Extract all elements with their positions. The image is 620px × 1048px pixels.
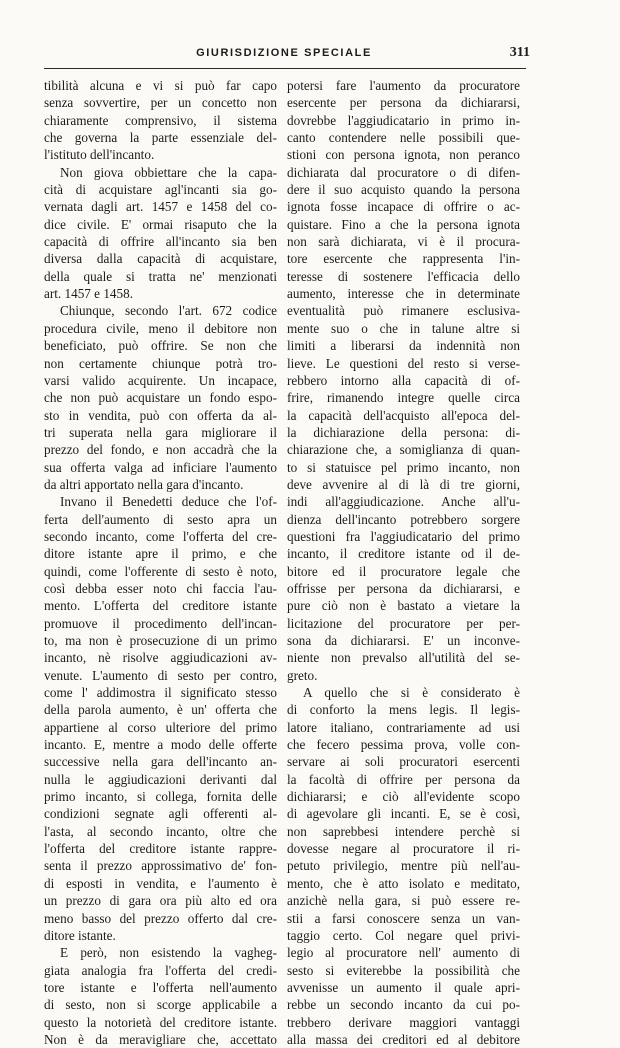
- text-line: questioni fra l'aggiudicatario del primo: [287, 528, 520, 544]
- text-line: to, ma non è prosecuzione di un primo: [44, 633, 277, 648]
- text-line: trebbero derivare maggiori vantaggi: [287, 1014, 520, 1030]
- text-line: che fecero pessima prova, volle con-: [287, 737, 520, 753]
- text-line: procedura civile, meno il debitore non: [44, 320, 277, 336]
- text-line: cità di acquistare agl'incanti sia go-: [44, 182, 277, 198]
- text-line: teresse di sostenere l'efficacia dello: [287, 268, 520, 284]
- text-line: di conforto la mens legis. Il legis-: [287, 702, 520, 718]
- text-line: sesto si eviterebbe la possibilità che: [287, 962, 520, 978]
- text-line: dovrebbe l'aggiudicatario in primo in-: [287, 112, 520, 128]
- text-line: dichiararsi; e ciò all'evidente scopo: [287, 789, 520, 805]
- text-line: indi all'aggiudicazione. Anche all'u-: [287, 494, 520, 510]
- text-line: art. 1457 e 1458.: [44, 286, 133, 302]
- text-line: Non giova obbiettare che la capa-: [60, 164, 277, 180]
- text-line: petuto privilegio, mentre più nell'au-: [287, 858, 520, 874]
- text-line: così debba esser noto chi faccia l'au-: [44, 580, 277, 596]
- page-number: 311: [509, 45, 530, 60]
- text-line: meno basso del prezzo offerto dal cre-: [44, 910, 277, 926]
- running-title: GIURISDIZIONE SPECIALE: [196, 47, 372, 59]
- text-line: canto contendere nelle possibili que-: [287, 130, 520, 146]
- text-line: frire, rimanendo integre quelle circa: [287, 390, 520, 406]
- text-line: appartiene al corso ulteriore del primo: [44, 719, 277, 735]
- text-line: Chiunque, secondo l'art. 672 codice: [60, 303, 277, 319]
- running-header: [44, 45, 530, 65]
- right-text-column: [287, 77, 520, 1048]
- text-line: rebbe un secondo incanto da cui po-: [287, 997, 520, 1013]
- text-line: giata analogia fra l'offerta del credi-: [44, 962, 277, 978]
- text-line: la capacità dell'acquisto all'epoca del-: [287, 407, 520, 423]
- text-line: di esposti in vendita, e l'aumento è: [44, 875, 277, 891]
- text-line: ditore istante apre il primo, e che: [44, 546, 277, 562]
- text-line: mente suo o che in talune altre si: [287, 320, 520, 336]
- text-line: un prezzo di gara ora più alto ed ora: [44, 893, 277, 909]
- left-text-column: [44, 77, 277, 1048]
- text-line: vernata dagli art. 1457 e 1458 del co-: [44, 199, 277, 215]
- text-line: secondo incanto, come l'offerta del cre-: [44, 528, 277, 544]
- text-line: senza sovvertire, per un concetto non: [44, 95, 277, 111]
- text-line: potersi fare l'aumento da procuratore: [287, 78, 520, 93]
- text-line: E però, non esistendo la vagheg-: [60, 945, 277, 961]
- text-line: Invano il Benedetti deduce che l'of-: [60, 494, 277, 510]
- text-line: greto.: [287, 667, 318, 683]
- text-line: come l' addimostra il significato stesso: [44, 685, 277, 701]
- text-line: di sesto, non si scorge applicabile a: [44, 997, 277, 1013]
- text-line: nulla le aggiudicazioni derivanti dal: [44, 771, 277, 787]
- text-line: che non può acquistare un fondo espo-: [44, 390, 277, 406]
- text-line: capacità di offrire all'incanto sia ben: [44, 234, 277, 250]
- text-line: dere il suo acquisto quando la persona: [287, 182, 520, 198]
- text-line: limiti a liberarsi da indennità non: [287, 338, 520, 354]
- text-line: prezzo del fondo, e non accadrà che la: [44, 442, 277, 458]
- text-line: anzichè nella gara, si può essere re-: [287, 893, 520, 909]
- text-line: offrisse per persona da dichiararsi, e: [287, 580, 520, 596]
- text-line: dichiarata dal procuratore o di difen-: [287, 164, 520, 180]
- text-line: venute. L'aumento di sesto per contro,: [44, 667, 277, 683]
- text-line: che governa la parte essenziale del-: [44, 130, 277, 146]
- text-line: incanto. E, mentre a modo delle offerte: [44, 737, 277, 753]
- text-line: chiaramente comprensivo, il sistema: [44, 112, 277, 128]
- text-line: non certamente chiunque potrà tro-: [44, 355, 277, 371]
- text-line: stii a farsi conoscere senza un van-: [287, 910, 520, 926]
- text-line: bitore ed il procuratore legale che: [287, 563, 520, 579]
- text-line: da altri apportato nella gara d'incanto.: [44, 476, 244, 492]
- text-line: to si statuisce pel primo incanto, non: [287, 459, 520, 475]
- text-line: aumento, interesse che in determinate: [287, 286, 520, 302]
- text-line: di agevolare gli incanti. E, se è così,: [287, 806, 520, 822]
- text-line: licitazione del procuratore per per-: [287, 615, 520, 631]
- text-line: tore esercente che rappresenta l'in-: [287, 251, 520, 267]
- text-line: varsi valido acquirente. Un incapace,: [44, 372, 277, 388]
- text-line: Non è da meravigliare che, accettato: [44, 1031, 277, 1047]
- text-line: legio al procuratore nell' aumento di: [287, 945, 520, 961]
- text-line: rebbero intorno alla capacità di of-: [287, 372, 520, 388]
- text-line: niente non prevalso all'utilità del se-: [287, 650, 520, 666]
- text-line: diversa dalla capacità di acquistare,: [44, 251, 277, 267]
- text-line: beneficiato, può offrire. Se non che: [44, 338, 277, 354]
- text-line: stioni con persona ignota, non peranco: [287, 147, 520, 163]
- text-line: eventualità può rimanere esclusiva-: [287, 303, 520, 319]
- text-line: la dichiarazione della persona: di-: [287, 424, 520, 440]
- text-line: questo la notorietà del creditore istante.: [44, 1014, 277, 1030]
- text-line: senta il prezzo approssimativo de' fon-: [44, 858, 277, 874]
- text-line: l'istituto dell'incanto.: [44, 147, 155, 163]
- text-line: incanto, il creditore istante od il de-: [287, 546, 520, 562]
- text-line: mento, che è atto isolato e meditato,: [287, 875, 520, 891]
- text-line: della parola aumento, è un' offerta che: [44, 702, 277, 718]
- text-line: deve avvenire al di là di tre giorni,: [287, 476, 520, 492]
- text-line: A quello che si è considerato è: [303, 685, 520, 701]
- text-line: dovesse negare al procuratore il ri-: [287, 841, 520, 857]
- text-line: non saprebbesi intendere perchè si: [287, 823, 520, 839]
- text-line: della quale si tratta ne' menzionati: [44, 268, 277, 284]
- text-line: quistare. Fino a che la persona ignota: [287, 216, 520, 232]
- text-line: l'offerta del creditore istante rappre-: [44, 841, 277, 857]
- text-line: pure ciò non è bastato a vietare la: [287, 598, 520, 614]
- text-line: tri superata nella gara migliorare il: [44, 424, 277, 440]
- text-line: quindi, come l'offerente di sesto è noto,: [44, 563, 277, 579]
- text-line: incanto, nè risolve aggiudicazioni av-: [44, 650, 277, 666]
- text-line: esercente per persona da dichiararsi,: [287, 95, 520, 111]
- text-line: non sarà dichiarata, vi è il procura-: [287, 234, 520, 250]
- text-line: sua offerta valga ad inficiare l'aumento: [44, 459, 277, 475]
- text-line: latore italiano, contrariamente ad usi: [287, 719, 520, 735]
- text-line: la facoltà di offrire per persona da: [287, 771, 520, 787]
- text-line: dice civile. E' ormai risaputo che la: [44, 216, 277, 232]
- text-line: ferta dell'aumento di sesto apra un: [44, 511, 277, 527]
- text-line: servare ai soli procuratori esercenti: [287, 754, 520, 770]
- text-line: condizioni segnate agli offerenti al-: [44, 806, 277, 822]
- text-line: dienza dell'incanto potrebbero sorgere: [287, 511, 520, 527]
- text-line: l'asta, al secondo incanto, oltre che: [44, 823, 277, 839]
- text-line: tore istante e l'offerta nell'aumento: [44, 979, 277, 995]
- text-line: successive nella gara dell'incanto an-: [44, 754, 277, 770]
- text-line: ignota fosse incapace di offrire o ac-: [287, 199, 520, 215]
- text-line: mento. L'offerta del creditore istante: [44, 598, 277, 614]
- text-line: avvenisse un aumento il quale apri-: [287, 979, 520, 995]
- text-line: ditore istante.: [44, 927, 116, 943]
- text-line: sto in vendita, può con offerta da al-: [44, 407, 277, 423]
- text-line: tibilità alcuna e vi si può far capo: [44, 78, 277, 93]
- text-line: sona da dichiararsi. E' un inconve-: [287, 633, 520, 648]
- text-line: alla massa dei creditori ed al debitore: [287, 1031, 520, 1047]
- header-rule: [44, 68, 526, 69]
- text-line: taggio certo. Col negare quel privi-: [287, 927, 520, 943]
- text-line: primo incanto, si collega, fornita delle: [44, 789, 277, 805]
- text-line: promuove il procedimento dell'incan-: [44, 615, 277, 631]
- text-line: chiarazione che, a somiglianza di quan-: [287, 442, 520, 458]
- text-line: lieve. Le questioni del resto si verse-: [287, 355, 520, 371]
